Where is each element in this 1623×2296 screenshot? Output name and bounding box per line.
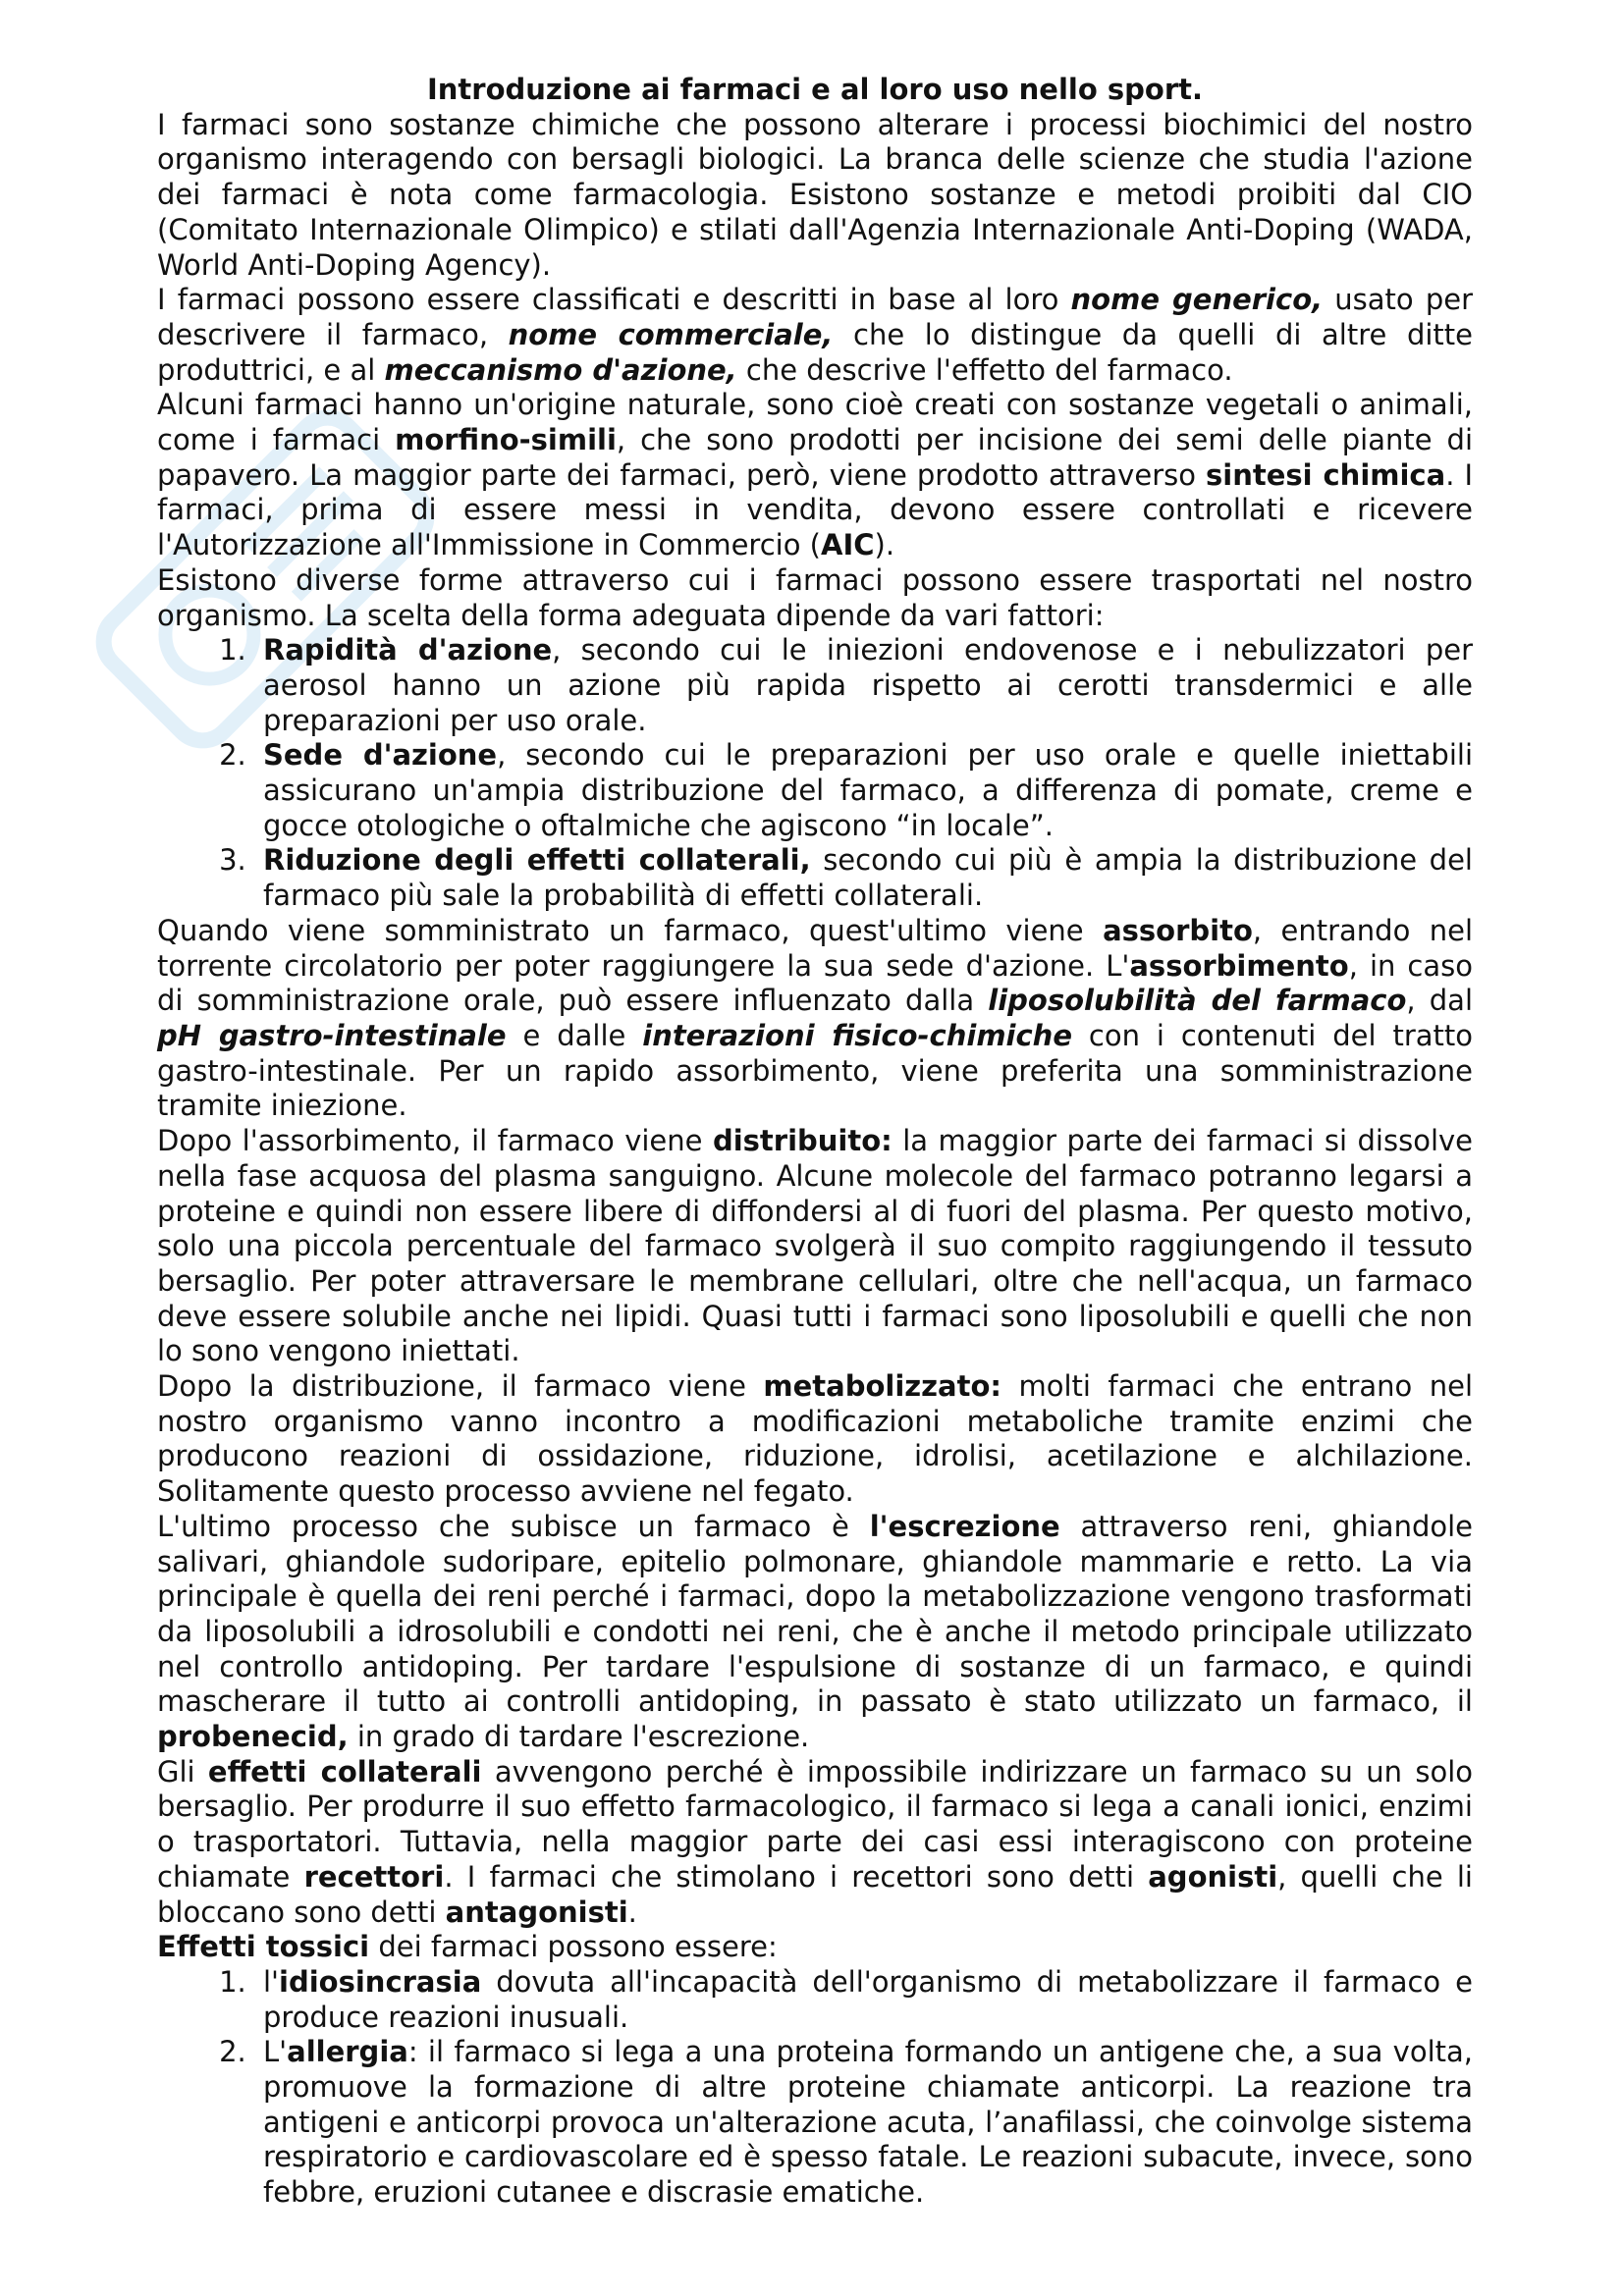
list-item: 1. l'idiosincrasia dovuta all'incapacità dell'organismo di metabolizzare il farmaco e produce reazioni inusuali.: [255, 1965, 1473, 2035]
document-page: [157, 73, 1473, 2211]
list-item: 3. Riduzione degli effetti collaterali, secondo cui più è ampia la distribuzione del farmaco più sale la probabilità di effetti collaterali.: [255, 843, 1473, 913]
factors-list: [157, 633, 1473, 914]
list-item: 2. L'allergia: il farmaco si lega a una proteina formando un antigene che, a sua volta, promuove la formazione di altre proteine chiamate anticorpi. La reazione tra antigeni e anticorpi provoca un'alterazione acuta, l’anafilassi, che coinvolge sistema respiratorio e cardiovascolare ed è spesso fatale. Le reazioni subacute, invece, sono febbre, eruzioni cutanee e discrasie ematiche.: [255, 2035, 1473, 2211]
list-item: 2. Sede d'azione, secondo cui le preparazioni per uso orale e quelle iniettabili assicurano un'ampia distribuzione del farmaco, a differenza di pomate, creme e gocce otologiche o oftalmiche che agiscono “in locale”.: [255, 738, 1473, 843]
paragraph-origin: Alcuni farmaci hanno un'origine naturale, sono cioè creati con sostanze vegetali o animali, come i farmaci morfino-simili, che sono prodotti per incisione dei semi delle piante di papavero. La maggior parte dei farmaci, però, viene prodotto attraverso sintesi chimica. I farmaci, prima di essere messi in vendita, devono essere controllati e ricevere l'Autorizzazione all'Immissione in Commercio (AIC).: [157, 388, 1474, 562]
paragraph-absorption: Quando viene somministrato un farmaco, quest'ultimo viene assorbito, entrando nel torrente circolatorio per poter raggiungere la sua sede d'azione. L'assorbimento, in caso di somministrazione orale, può essere influenzato dalla liposolubilità del farmaco, dal pH gastro-intestinale e dalle interazioni fisico-chimiche con i contenuti del tratto gastro-intestinale. Per un rapido assorbimento, viene preferita una somministrazione tramite iniezione.: [157, 913, 1473, 1123]
paragraph-forms: Esistono diverse forme attraverso cui i farmaci possono essere trasportati nel nostro organismo. La scelta della forma adeguata dipende da vari fattori:: [157, 562, 1473, 632]
paragraph-metabolism: Dopo la distribuzione, il farmaco viene metabolizzato: molti farmaci che entrano nel nostro organismo vanno incontro a modificazioni metaboliche tramite enzimi che producono reazioni di ossidazione, riduzione, idrolisi, acetilazione e alchilazione. Solitamente questo processo avviene nel fegato.: [157, 1369, 1473, 1509]
paragraph-distribution: Dopo l'assorbimento, il farmaco viene distribuito: la maggior parte dei farmaci si dissolve nella fase acquosa del plasma sanguigno. Alcune molecole del farmaco potranno legarsi a proteine e quindi non essere libere di diffondersi al di fuori del plasma. Per questo motivo, solo una piccola percentuale del farmaco svolgerà il suo compito raggiungendo il tessuto bersaglio. Per poter attraversare le membrane cellulari, oltre che nell'acqua, un farmaco deve essere solubile anche nei lipidi. Quasi tutti i farmaci sono liposolubili e quelli che non lo sono vengono iniettati.: [157, 1124, 1474, 1368]
paragraph-side-effects: Gli effetti collaterali avvengono perché è impossibile indirizzare un farmaco su un solo bersaglio. Per produrre il suo effetto farmacologico, il farmaco si lega a canali ionici, enzimi o trasportatori. Tuttavia, nella maggior parte dei casi essi interagiscono con proteine chiamate recettori. I farmaci che stimolano i recettori sono detti agonisti, quelli che li bloccano sono detti antagonisti.: [157, 1754, 1473, 1929]
paragraph-excretion: L'ultimo processo che subisce un farmaco è l'escrezione attraverso reni, ghiandole salivari, ghiandole sudoripare, epitelio polmonare, ghiandole mammarie e retto. La via principale è quella dei reni perché i farmaci, dopo la metabolizzazione vengono trasformati da liposolubili a idrosolubili e condotti nei reni, che è anche il metodo principale utilizzato nel controllo antidoping. Per tardare l'espulsione di sostanze di un farmaco, e quindi mascherare il tutto ai controlli antidoping, in passato è stato utilizzato un farmaco, il probenecid, in grado di tardare l'escrezione.: [157, 1509, 1473, 1754]
paragraph-intro: I farmaci sono sostanze chimiche che possono alterare i processi biochimici del nostro organismo interagendo con bersagli biologici. La branca delle scienze che studia l'azione dei farmaci è nota come farmacologia. Esistono sostanze e metodi proibiti dal CIO (Comitato Internazionale Olimpico) e stilati dall'Agenzia Internazionale Anti-Doping (WADA, World Anti-Doping Agency).: [157, 107, 1473, 282]
paragraph-toxic-effects: Effetti tossici dei farmaci possono essere:: [157, 1930, 778, 1964]
paragraph-classification: I farmaci possono essere classificati e descritti in base al loro nome generico, usato per descrivere il farmaco, nome commerciale, che lo distingue da quelli di altre ditte produttrici, e al meccanismo d'azione, che descrive l'effetto del farmaco.: [157, 283, 1473, 387]
list-item: 1. Rapidità d'azione, secondo cui le iniezioni endovenose e i nebulizzatori per aerosol hanno un azione più rapida rispetto ai cerotti transdermici e alle preparazioni per uso orale.: [255, 633, 1473, 738]
document-title: Introduzione ai farmaci e al loro uso nello sport.: [426, 73, 1203, 106]
toxic-effects-list: [157, 1965, 1473, 2211]
